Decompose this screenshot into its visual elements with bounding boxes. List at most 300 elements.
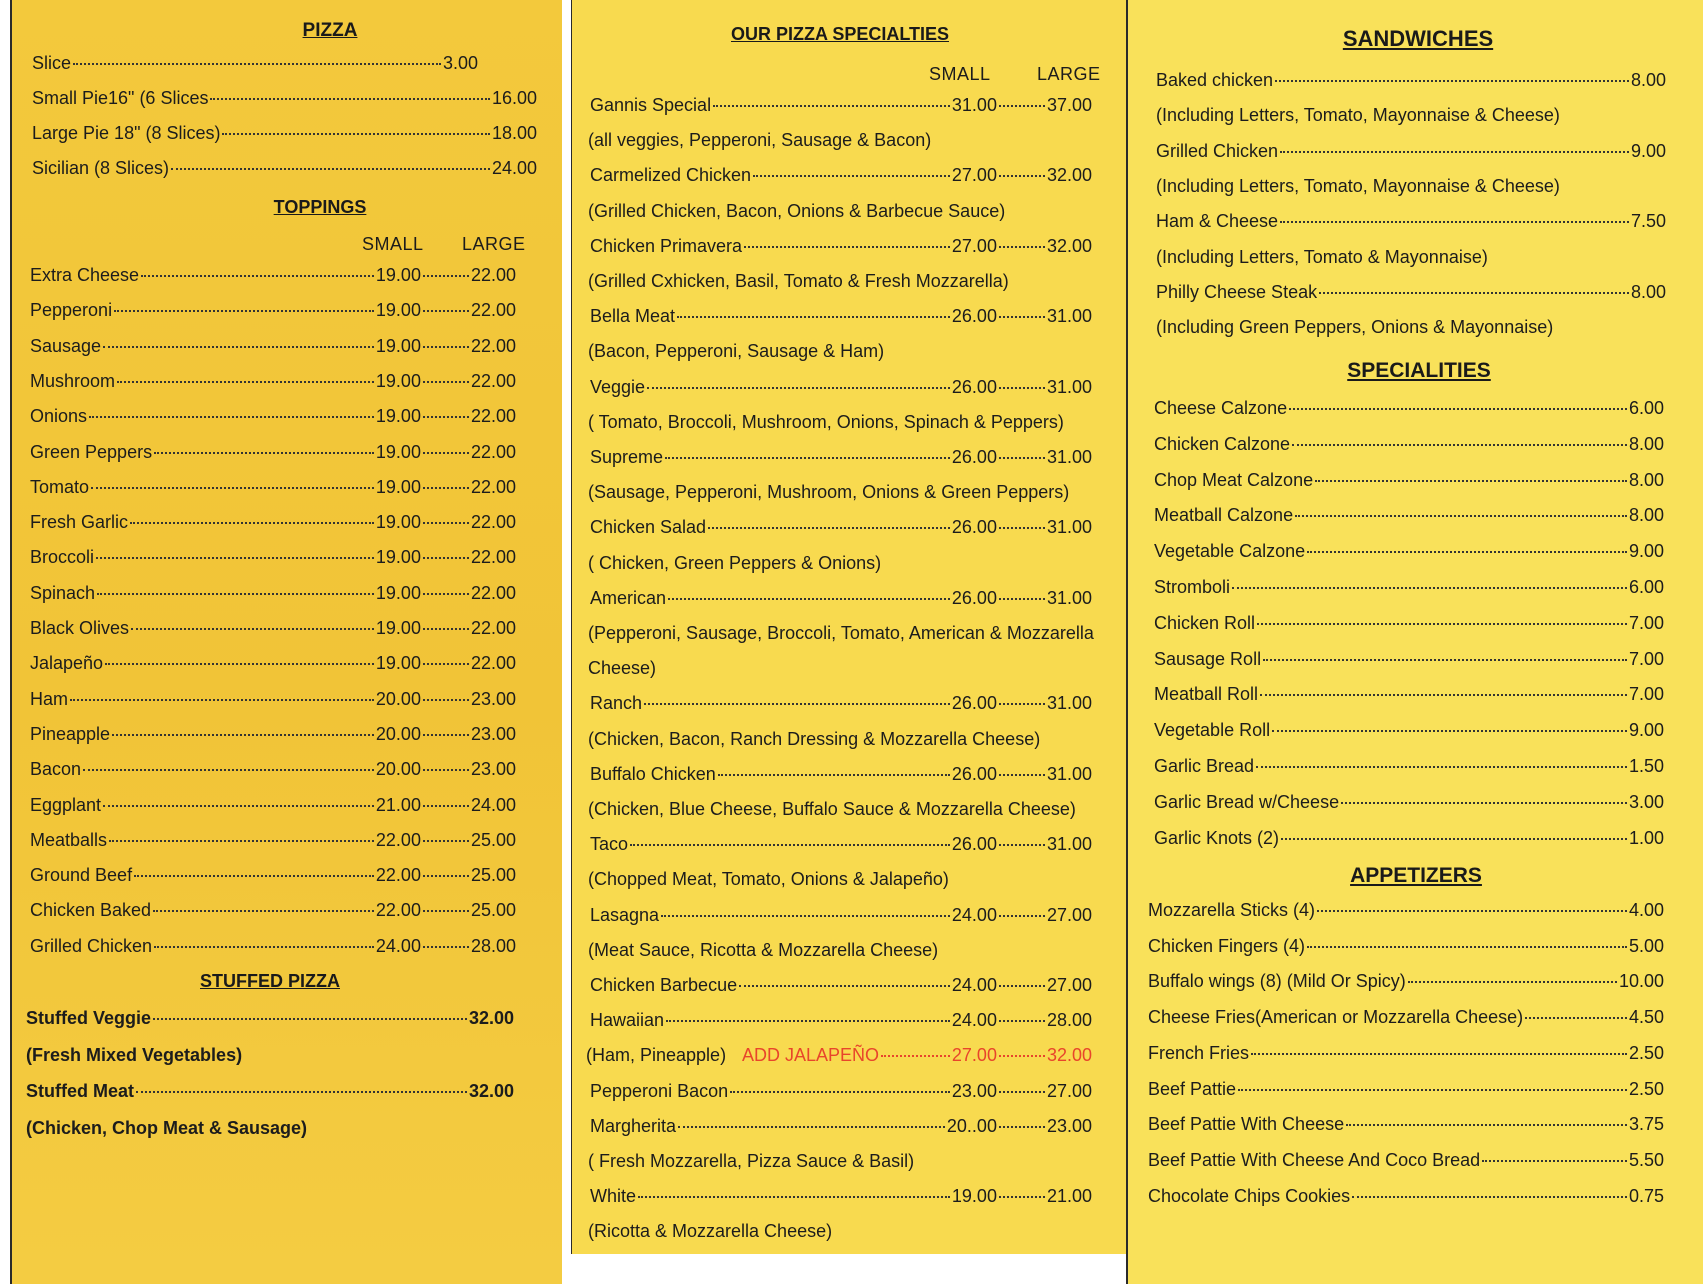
menu-item: Large Pie 18" (8 Slices) 18.00 [32,123,537,143]
menu-item [590,1010,1092,1036]
item-price: 5.50 [1628,1149,1664,1170]
leader-dots [999,527,1045,529]
item-name: French Fries [1148,1042,1250,1063]
small-price: 19.00 [375,370,421,391]
menu-item [1148,1150,1664,1176]
item-description: (Including Letters, Tomato, Mayonnaise & Cheese) [1156,175,1560,196]
specialities-heading: SPECIALITIES [1347,359,1491,382]
leader-dots [730,1091,950,1093]
leader-dots [999,1091,1045,1093]
item-name: Chop Meat Calzone [1154,469,1314,490]
item-price: 7.00 [1628,648,1664,669]
small-price: 20.00 [375,723,421,744]
large-price: 27.00 [1046,1080,1092,1101]
small-price: 19.00 [375,300,421,321]
item-price: 5.00 [1628,935,1664,956]
small-price: 24.00 [951,975,997,995]
leader-dots [96,557,374,559]
menu-item [1154,398,1664,424]
menu-item [590,165,1092,191]
large-price: 32.00 [1046,235,1092,256]
item-price: 4.00 [1628,900,1664,920]
leader-dots [999,457,1045,459]
small-price: 19.00 [951,1186,997,1207]
item-name: Philly Cheese Steak [1156,281,1318,302]
item-description: (Chicken, Chop Meat & Sausage) [26,1118,308,1138]
menu-item [30,265,516,291]
small-column-header: SMALL [929,64,991,84]
item-name: Buffalo wings (8) (Mild Or Spicy) [1148,971,1406,992]
menu-item [30,936,516,962]
item-name: Meatballs [30,829,108,850]
small-price: 26.00 [951,306,997,327]
item-name: Black Olives [30,618,130,638]
menu-item [1154,613,1664,639]
leader-dots [112,734,374,736]
leader-dots [109,840,374,842]
large-price: 28.00 [1046,1010,1092,1031]
leader-dots [154,452,374,454]
large-price: 22.00 [470,441,516,462]
small-price: 26.00 [951,834,997,855]
item-name: Chicken Salad [590,517,707,538]
item-name: Beef Pattie With Cheese And Coco Bread [1148,1149,1481,1170]
item-name: Broccoli [30,547,95,568]
large-price: 23.00 [470,723,516,744]
leader-dots [141,275,374,277]
item-description: (Chicken, Bacon, Ranch Dressing & Mozzarella Cheese) [588,728,1041,749]
large-price: 31.00 [1046,587,1092,608]
item-name: Extra Cheese [30,265,140,285]
leader-dots [423,628,469,630]
small-price: 19.00 [375,335,421,356]
large-price: 22.00 [470,300,516,321]
leader-dots [881,1055,950,1057]
leader-dots [105,663,374,665]
leader-dots [103,346,374,348]
item-name: Stromboli [1154,577,1231,597]
menu-item [30,336,516,362]
item-name: Supreme [590,447,664,467]
menu-item [30,477,516,503]
large-price: 25.00 [470,829,516,850]
leader-dots [666,1020,950,1022]
item-price: 4.50 [1628,1007,1664,1028]
toppings-heading: TOPPINGS [273,197,367,217]
item-name: Vegetable Roll [1154,720,1271,741]
leader-dots [739,985,950,987]
item-name: Eggplant [30,794,102,815]
large-price: 22.00 [470,653,516,674]
item-price: 3.75 [1628,1114,1664,1135]
large-price: 31.00 [1046,306,1092,327]
item-price: 8.00 [1628,505,1664,526]
item-price: 2.50 [1628,1042,1664,1063]
large-price: 22.00 [470,265,516,285]
item-price: 8.00 [1630,70,1666,90]
item-name: Hawaiian [590,1010,665,1031]
item-name: Sausage Roll [1154,648,1262,669]
large-price: 22.00 [470,582,516,603]
menu-item [1154,577,1664,603]
item-name: Ground Beef [30,865,133,886]
small-price: 24.00 [951,1010,997,1031]
menu-item [1154,792,1664,818]
leader-dots [644,703,950,705]
large-price: 22.00 [470,406,516,427]
item-name: Chicken Baked [30,900,152,921]
item-description: (Including Letters, Tomato, Mayonnaise & Cheese) [1156,105,1560,126]
menu-item [1148,1186,1664,1212]
item-description: (all veggies, Pepperoni, Sausage & Bacon) [588,130,932,151]
leader-dots [999,387,1045,389]
menu-item [30,406,516,432]
large-column-header: LARGE [462,234,526,254]
leader-dots [999,703,1045,705]
item-name: Margherita [590,1115,677,1136]
leader-dots [999,598,1045,600]
leader-dots [1263,659,1627,661]
menu-item [30,547,516,573]
item-name: Mozzarella Sticks (4) [1148,900,1316,920]
large-price: 31.00 [1046,517,1092,538]
large-price: 23.00 [1046,1115,1092,1136]
leader-dots [665,457,950,459]
menu-item [1154,505,1664,531]
leader-dots [153,910,374,912]
small-price: 26.00 [951,693,997,714]
menu-item [1148,1114,1664,1140]
leader-dots [423,663,469,665]
leader-dots [1292,444,1627,446]
leader-dots [423,522,469,524]
small-price: 23.00 [951,1080,997,1101]
menu-item [30,759,516,785]
menu-item [30,900,516,926]
leader-dots [423,381,469,383]
item-description: (Chopped Meat, Tomato, Onions & Jalapeño) [588,869,949,890]
menu-item [1154,720,1664,746]
leader-dots [423,416,469,418]
leader-dots [1307,946,1627,948]
item-description: (Including Letters, Tomato & Mayonnaise) [1156,246,1488,267]
leader-dots [713,105,950,107]
large-price: 32.00 [1046,1045,1092,1066]
item-name: Chicken Calzone [1154,433,1291,454]
menu-item [590,764,1092,790]
item-name: White [590,1186,637,1207]
leader-dots [999,1126,1045,1128]
leader-dots [423,452,469,454]
menu-item [590,975,1092,1001]
leader-dots [89,416,374,418]
leader-dots [647,387,950,389]
leader-dots [1260,694,1627,696]
item-name: Meatball Roll [1154,684,1259,705]
leader-dots [999,105,1045,107]
leader-dots [154,946,374,948]
item-name: Beef Pattie [1148,1078,1237,1099]
menu-item [590,377,1092,403]
leader-dots [999,1196,1045,1198]
large-price: 27.00 [1046,904,1092,925]
small-price: 22.00 [375,900,421,921]
large-price: 27.00 [1046,975,1092,995]
large-price: 22.00 [470,618,516,638]
appetizers-heading: APPETIZERS [1350,864,1482,887]
item-name: Chicken Fingers (4) [1148,935,1306,956]
item-description: (Pepperoni, Sausage, Broccoli, Tomato, American & Mozzarella [588,623,1094,643]
item-name: Ham [30,688,69,709]
pizza-heading: PIZZA [302,20,358,41]
item-name: Lasagna [590,904,660,925]
item-name: Jalapeño [30,653,104,674]
item-name: Sausage [30,335,102,356]
item-name: Beef Pattie With Cheese [1148,1114,1345,1135]
leader-dots [1295,515,1627,517]
item-name: Tomato [30,476,90,497]
menu-item [1154,541,1664,567]
item-price: 8.00 [1628,469,1664,490]
leader-dots [103,805,374,807]
small-price: 27.00 [951,235,997,256]
leader-dots [114,310,374,312]
item-price: 9.00 [1628,720,1664,741]
item-description: (Meat Sauce, Ricotta & Mozzarella Cheese) [588,939,939,960]
menu-item [1156,282,1666,308]
item-price: 9.00 [1628,541,1664,562]
leader-dots [1280,151,1629,153]
small-price: 26.00 [951,447,997,467]
item-name: Pepperoni [30,300,113,321]
large-price: 37.00 [1046,95,1092,115]
leader-dots [1346,1124,1627,1126]
menu-item [590,834,1092,860]
menu-item [590,693,1092,719]
leader-dots [999,246,1045,248]
leader-dots [668,598,950,600]
item-name: American [590,587,667,608]
item-name: Meatball Calzone [1154,505,1294,526]
menu-item [590,236,1092,262]
menu-item [30,371,516,397]
leader-dots [423,769,469,771]
leader-dots [1482,1160,1627,1162]
item-name: Mushroom [30,370,116,391]
leader-dots [638,1196,950,1198]
menu-item [590,588,1092,614]
leader-dots [677,316,950,318]
large-price: 25.00 [470,865,516,886]
small-price: 19.00 [375,476,421,497]
leader-dots [83,769,374,771]
item-name: Carmelized Chicken [590,165,752,186]
item-price: 0.75 [1628,1185,1664,1206]
item-name: Bella Meat [590,306,676,327]
leader-dots [708,527,950,529]
menu-item [590,905,1092,931]
menu-item [1156,70,1666,96]
item-description: Cheese) [588,658,657,679]
leader-dots [423,557,469,559]
menu-panel-center [571,0,1134,1254]
leader-dots [70,699,374,701]
sandwiches-heading: SANDWICHES [1342,26,1494,51]
item-description: ( Fresh Mozzarella, Pizza Sauce & Basil) [588,1151,915,1171]
menu-item [590,1186,1092,1212]
leader-dots [1408,981,1617,983]
leader-dots [1341,802,1627,804]
item-price: 8.00 [1630,281,1666,302]
leader-dots [97,593,374,595]
menu-item: Stuffed Veggie 32.00 [26,1008,514,1028]
large-price: 31.00 [1046,447,1092,467]
small-price: 19.00 [375,547,421,568]
menu-item [1148,971,1664,997]
menu-item [590,517,1092,543]
menu-item [30,689,516,715]
item-name: Fresh Garlic [30,512,129,533]
leader-dots [1307,551,1627,553]
menu-item [30,442,516,468]
item-price: 1.00 [1628,827,1664,848]
item-name: Ranch [590,693,643,714]
large-price: 21.00 [1046,1186,1092,1207]
item-description: (Grilled Cxhicken, Basil, Tomato & Fresh Mozzarella) [588,271,1009,291]
menu-item [1156,211,1666,237]
small-price: 24.00 [375,935,421,956]
leader-dots [117,381,374,383]
small-price: 22.00 [375,829,421,850]
small-price: 20.00 [375,759,421,780]
item-name: Garlic Bread [1154,756,1255,776]
large-price: 28.00 [470,935,516,956]
leader-dots [1289,408,1627,410]
leader-dots [423,805,469,807]
leader-dots [1315,480,1627,482]
menu-item [590,447,1092,473]
item-description: ( Tomato, Broccoli, Mushroom, Onions, Spinach & Peppers) [588,411,1064,432]
stuffed-pizza-heading: STUFFED PIZZA [200,971,340,991]
menu-item [1154,828,1664,854]
large-price: 22.00 [470,370,516,391]
leader-dots [423,593,469,595]
menu-item [30,618,516,644]
leader-dots [1281,838,1627,840]
item-price: 7.00 [1628,684,1664,705]
large-price: 23.00 [470,759,516,780]
item-description: (Bacon, Pepperoni, Sausage & Ham) [588,341,885,362]
leader-dots [1238,1089,1627,1091]
leader-dots [1352,1196,1627,1198]
item-name: Grilled Chicken [1156,140,1279,161]
leader-dots [753,175,950,177]
small-column-header: SMALL [362,234,424,254]
item-price: 1.50 [1628,756,1664,776]
item-name: Vegetable Calzone [1154,541,1306,562]
item-price: 10.00 [1618,971,1664,992]
small-price: 24.00 [951,904,997,925]
add-jalapeno-item [742,1045,1092,1071]
small-price: 20..00 [946,1115,997,1136]
leader-dots [999,316,1045,318]
large-price: 22.00 [470,547,516,568]
menu-item [1156,141,1666,167]
small-price: 19.00 [375,441,421,462]
large-price: 22.00 [470,476,516,497]
leader-dots [999,985,1045,987]
leader-dots [999,1055,1045,1057]
menu-panel-left [10,0,562,1284]
item-description: (Sausage, Pepperoni, Mushroom, Onions & Green Peppers) [588,482,1070,503]
small-price: 19.00 [375,653,421,674]
item-description: (Fresh Mixed Vegetables) [26,1045,243,1065]
item-price: 6.00 [1628,398,1664,418]
leader-dots [999,915,1045,917]
menu-item [1148,936,1664,962]
leader-dots [1275,80,1629,82]
large-price: 31.00 [1046,693,1092,714]
small-price: 20.00 [375,688,421,709]
item-name: Veggie [590,376,646,397]
item-price: 6.00 [1628,577,1664,597]
menu-item [1154,756,1664,782]
menu-item [1148,900,1664,926]
leader-dots [999,175,1045,177]
leader-dots [999,844,1045,846]
leader-dots [423,346,469,348]
leader-dots [130,522,374,524]
small-price: 26.00 [951,517,997,538]
menu-item [590,306,1092,332]
item-name: Ham & Cheese [1156,211,1279,232]
item-name: Gannis Special [590,95,712,115]
menu-item [30,300,516,326]
menu-item [30,830,516,856]
small-price: 19.00 [375,406,421,427]
small-price: 19.00 [375,512,421,533]
leader-dots [423,699,469,701]
small-price: 19.00 [375,265,421,285]
item-name: Baked chicken [1156,70,1274,90]
leader-dots [131,628,374,630]
leader-dots [1272,730,1627,732]
item-name: Garlic Knots (2) [1154,827,1280,848]
menu-item [1148,1043,1664,1069]
leader-dots [423,910,469,912]
item-price: 8.00 [1628,433,1664,454]
leader-dots [1257,623,1627,625]
item-name: Grilled Chicken [30,935,153,956]
small-price: 22.00 [375,865,421,886]
large-price: 31.00 [1046,834,1092,855]
menu-item [30,512,516,538]
item-name: Chicken Primavera [590,235,743,256]
large-price: 32.00 [1046,165,1092,186]
leader-dots [1525,1017,1627,1019]
item-price: 9.00 [1630,140,1666,161]
item-name: Buffalo Chicken [590,763,716,784]
leader-dots [423,734,469,736]
menu-item: Small Pie16" (6 Slices 16.00 [32,88,537,108]
leader-dots [423,840,469,842]
small-price: 31.00 [951,95,997,115]
large-price: 22.00 [470,335,516,356]
leader-dots [423,275,469,277]
item-description: (Chicken, Blue Cheese, Buffalo Sauce & Mozzarella Cheese) [588,799,1076,819]
leader-dots [1232,587,1627,589]
item-name: Spinach [30,582,96,603]
